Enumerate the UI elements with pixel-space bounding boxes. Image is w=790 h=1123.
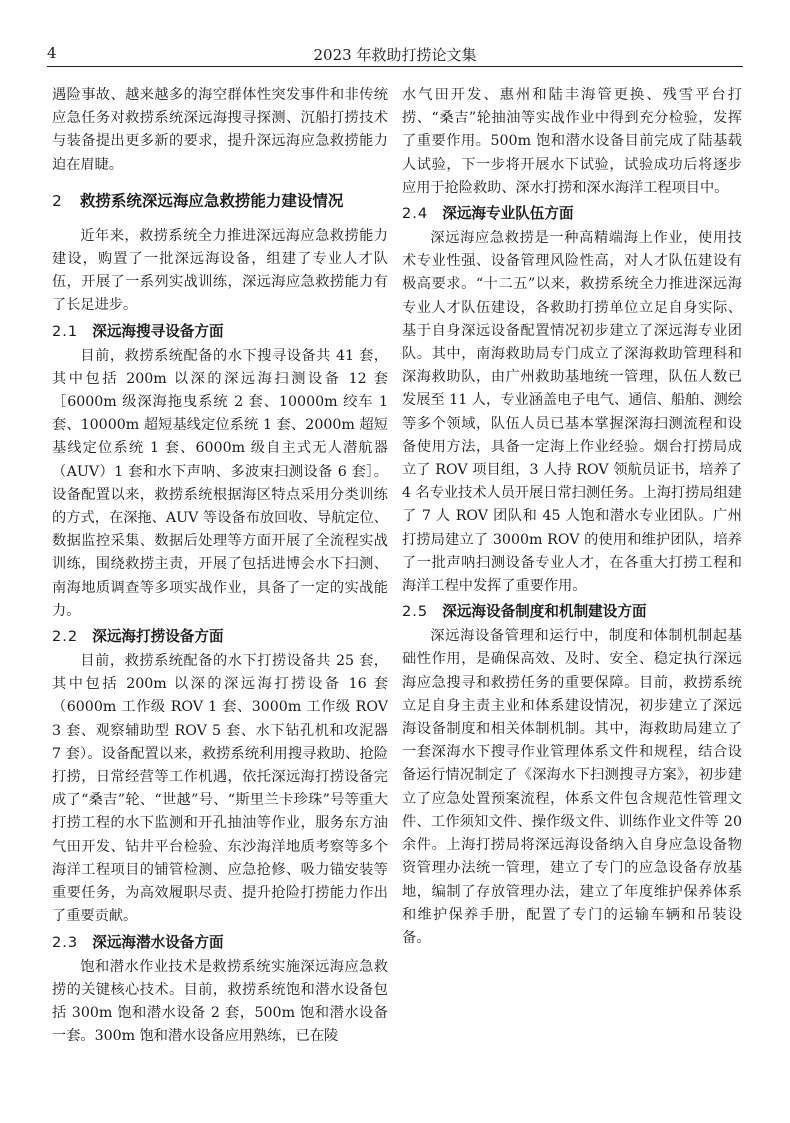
section-title: 深远海专业队伍方面 — [442, 205, 574, 223]
section-number: 2 — [52, 191, 62, 210]
section-2-paragraph: 近年来，救捞系统全力推进深远海应急救捞能力建设，购置了一批深远海设备，组建了专业人才队伍，开展了一系列实战训练，深远海应急救捞能力有了长足进步。 — [52, 227, 388, 314]
section-number: 2.1 — [52, 322, 79, 340]
section-title: 深远海潜水设备方面 — [92, 933, 224, 951]
intro-continuation: 遇险事故、越来越多的海空群体性突发事件和非传统应急任务对救捞系统深远海搜寻探测、沉船打捞技术与装备提出更多新的要求，提升深远海应急救捞能力迫在眉睫。 — [52, 87, 388, 173]
section-title: 救捞系统深远海应急救捞能力建设情况 — [79, 191, 344, 210]
left-column — [52, 84, 388, 1048]
section-2-3-paragraph: 饱和潜水作业技术是救捞系统实施深远海应急救捞的关键核心技术。目前，救捞系统饱和潜水设备包括 300m 饱和潜水设备 2 套，500m 饱和潜水设备一套。300m 饱和潜水设备应用熟练，已在陵 — [52, 958, 388, 1045]
section-2-5-heading — [402, 600, 742, 623]
section-2-3-continuation: 水气田开发、惠州和陆丰海管更换、残雪平台打捞、“桑吉”轮抽油等实战作业中得到充分检验，发挥了重要作用。500m 饱和潜水设备目前完成了陆基载人试验，下一步将开展水下试验，试验成功后将逐步应用于抢险救助、深水打捞和深水海洋工程项目中。 — [402, 87, 742, 196]
page-header — [47, 40, 743, 67]
section-number: 2.4 — [402, 205, 429, 223]
section-number: 2.2 — [52, 628, 79, 646]
section-2-heading — [52, 190, 388, 212]
section-title: 深远海打捞设备方面 — [92, 628, 224, 646]
section-2-4-heading — [402, 202, 742, 225]
right-column — [402, 84, 742, 950]
section-2-2-paragraph: 目前，救捞系统配备的水下打捞设备共 25 套，其中包括 200m 以深的深远海打捞设备 16 套（6000m 工作级 ROV 1 套、3000m 工作级 ROV 3 套、观察辅助型 ROV 5 套、水下钻孔机和攻泥器 7 套）。设备配置以来，救捞系统利用搜寻救助、抢险打捞，日常经营等工作机遇，依托深远海打捞设备完成了“桑吉”轮、“世越”号、“斯里兰卡珍珠”号等重大打捞工程的水下监测和开孔抽油等作业，服务东方油气田开发、钻井平台检验、东沙海洋地质考察等多个海洋工程项目的铺管检测、应急抢修、吸力锚安装等重要任务，为高效履职尽责、提升抢险打捞能力作出了重要贡献。 — [52, 653, 388, 925]
section-2-5-paragraph: 深远海设备管理和运行中，制度和体制机制起基础性作用，是确保高效、及时、安全、稳定执行深远海应急搜寻和救捞任务的重要保障。目前，救捞系统立足自身主责主业和体系建设情况，初步建立了深远海设备制度和相关体制机制。其中，海救助局建立了一套深海水下搜寻作业管理体系文件和规程，结合设备运行情况制定了《深海水下扫测搜寻方案》，初步建立了应急处置预案流程，体系文件包含规范性管理文件、工作须知文件、操作级文件、训练作业文件等 20 余件。上海打捞局将深远海设备纳入自身应急设备物资管理办法统一管理，建立了专门的应急设备存放基地，编制了存放管理办法，建立了年度维护保养体系和维护保养手册，配置了专门的运输车辆和吊装设备。 — [402, 628, 742, 946]
section-number: 2.3 — [52, 933, 79, 951]
section-2-3-heading — [52, 931, 388, 954]
section-number: 2.5 — [402, 603, 429, 621]
section-title: 深远海搜寻设备方面 — [92, 322, 224, 340]
section-2-4-paragraph: 深远海应急救捞是一种高精端海上作业，使用技术专业性强、设备管理风险性高，对人才队伍建设有极高要求。“十二五”以来，救捞系统全力推进深远海专业人才队伍建设，各救助打捞单位立足自身实际、基于自身深远设备配置情况初步建立了深远海专业团队。其中，南海救助局专门成立了深海救助管理科和深海救助队，由广州救助基地统一管理，队伍人数已发展至 11 人，专业涵盖电子电气、通信、船舶、测绘等多个领域，队伍人员已基本掌握深海扫测流程和设备使用方法，具备一定海上作业经验。烟台打捞局成立了 ROV 项目组，3 人持 ROV 领航员证书，培养了 4 名专业技术人员开展日常扫测任务。上海打捞局组建了 7 人 ROV 团队和 45 人饱和潜水专业团队。广州打捞局建立了 3000m ROV 的使用和维护团队，培养了一批声呐扫测设备专业人才，在各重大打捞工程和海洋工程中发挥了重要作用。 — [402, 230, 742, 595]
running-title: 2023 年救助打捞论文集 — [313, 46, 477, 64]
section-2-1-paragraph: 目前，救捞系统配备的水下搜寻设备共 41 套，其中包括 200m 以深的深远海扫测设备 12 套［6000m 级深海拖曳系统 2 套、10000m 绞车 1 套、10000m 超短基线定位系统 1 套、2000m 超短基线定位系统 1 套、6000m 级自主式无人潜航器（AUV）1 套和水下声呐、多波束扫测设备 6 套］。设备配置以来，救捞系统根据海区特点采用分类训练的方式，在深拖、AUV 等设备布放回收、导航定位、数据监控采集、数据后处理等方面开展了全流程实战训练，围绕救捞主责，开展了包括进博会水下扫测、南海地质调查等多项实战作业，具备了一定的实战能力。 — [52, 347, 388, 619]
section-title: 深远海设备制度和机制建设方面 — [442, 603, 647, 621]
section-2-2-heading — [52, 625, 388, 648]
section-2-1-heading — [52, 320, 388, 343]
page-number: 4 — [47, 44, 57, 62]
